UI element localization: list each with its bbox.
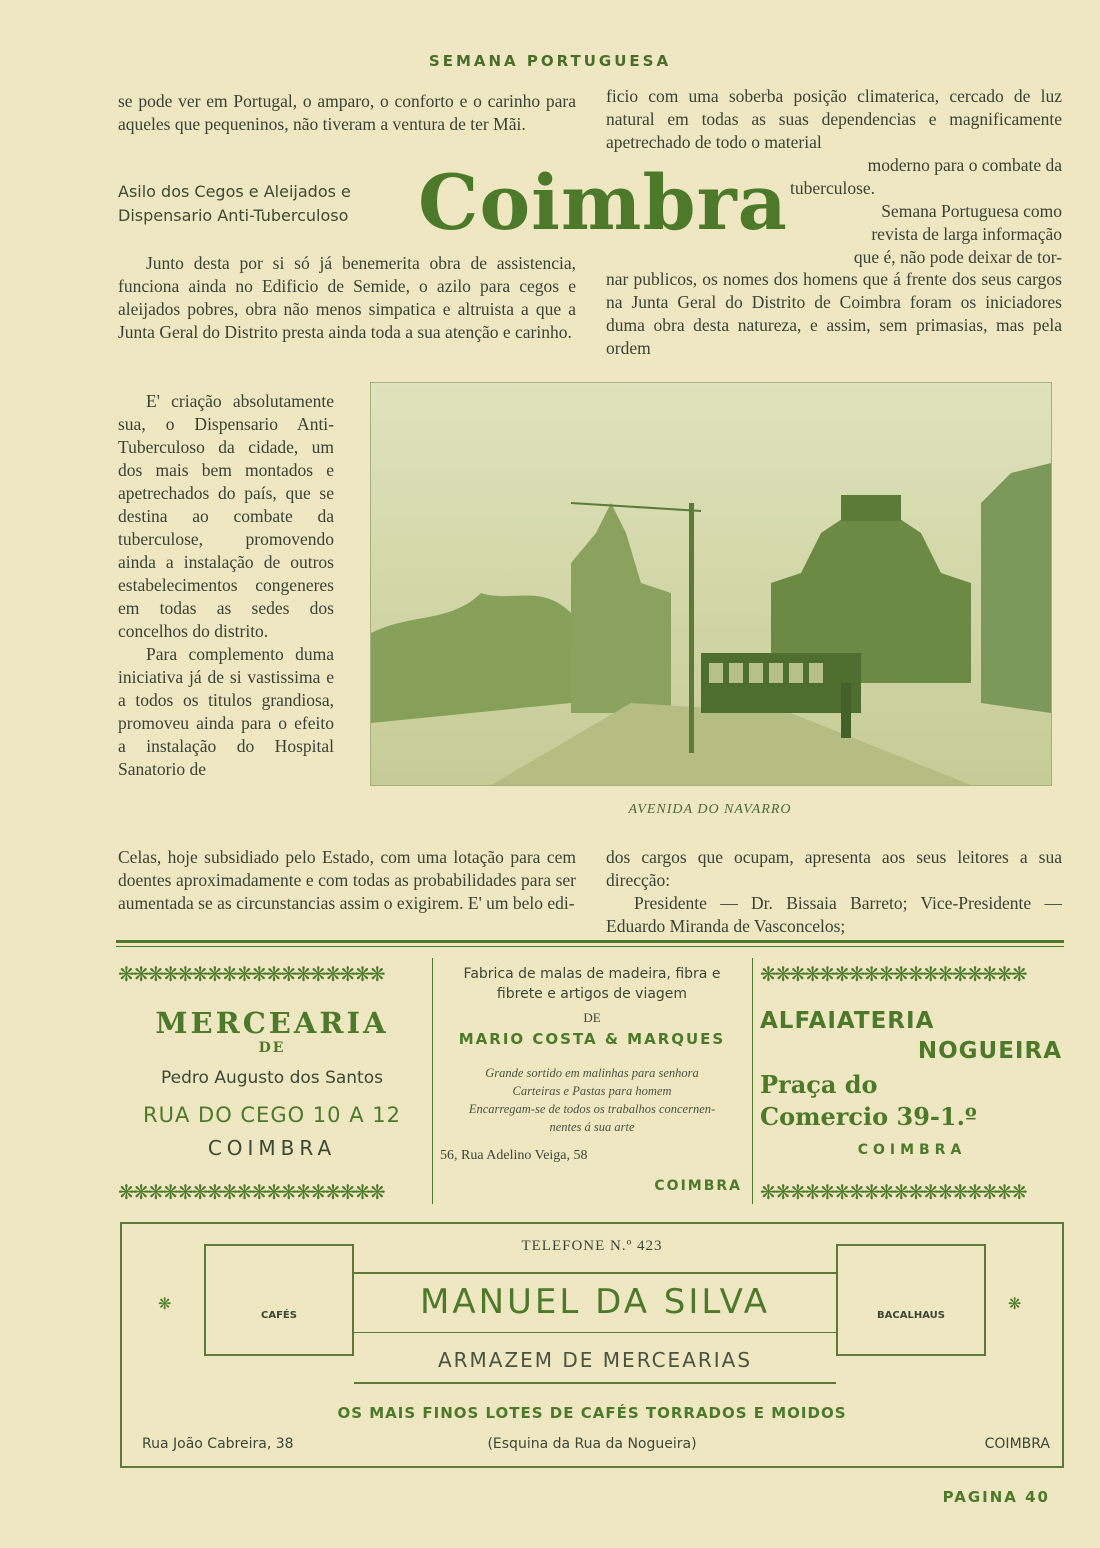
ornament-icon: ❋ xyxy=(1008,1294,1022,1313)
ornament-border: ❋❋❋❋❋❋❋❋❋❋❋❋❋❋❋❋❋❋ xyxy=(118,1180,384,1204)
ad-rule xyxy=(354,1382,836,1384)
photo-illustration xyxy=(371,383,1051,785)
ad-city: COIMBRA xyxy=(857,1142,967,1158)
ad-slogan: OS MAIS FINOS LOTES DE CAFÉS TORRADOS E MOIDOS xyxy=(337,1404,847,1422)
paragraph: ficio com uma soberba posição climaterica, cercado de luz natural em todas as suas dependencias e magnificamente apetrechado de todo o material xyxy=(606,86,1062,152)
ad-address: Rua João Cabreira, 38 xyxy=(142,1436,294,1452)
ad-divider xyxy=(752,958,753,1204)
paragraph: Celas, hoje subsidiado pelo Estado, com uma lotação para cem doentes aproximadamente e com todas as probabilidades para ser aumentada se as circunstancias assim o exigirem. E' um belo edi- xyxy=(118,847,576,913)
street-photo xyxy=(370,382,1052,786)
text-line: que é, não pode deixar de tor- xyxy=(853,247,1062,267)
ad-city: COIMBRA xyxy=(984,1436,1050,1452)
ad-phone: TELEFONE N.º 423 xyxy=(521,1238,663,1254)
ornament-border: ❋❋❋❋❋❋❋❋❋❋❋❋❋❋❋❋❋❋ xyxy=(760,962,1026,986)
ad-subtitle: ARMAZEM DE MERCEARIAS xyxy=(437,1348,753,1372)
ad-de: DE xyxy=(258,1040,286,1056)
ad-line: fibrete e artigos de viagem xyxy=(496,986,688,1002)
paragraph: Para complemento duma iniciativa já de si vastissima e a todos os titulos grandiosa, promoveu ainda para o efeito a instalação do Hospital Sanatorio de xyxy=(118,644,334,779)
ad-title: MERCEARIA xyxy=(155,1006,389,1040)
ad-alfaiateria xyxy=(760,958,1064,1208)
ad-address: 56, Rua Adelino Veiga, 58 xyxy=(440,1148,588,1163)
ad-manuel-da-silva xyxy=(120,1222,1064,1468)
section-divider xyxy=(116,940,1064,943)
ad-desc: Grande sortido em malinhas para senhora xyxy=(485,1066,699,1080)
text-line: Semana Portuguesa como xyxy=(881,201,1062,221)
text-line: tuberculose. xyxy=(790,178,876,198)
ad-rule xyxy=(354,1332,836,1333)
ad-title: NOGUEIRA xyxy=(917,1038,1062,1064)
section-divider xyxy=(116,946,1064,947)
ad-corner: (Esquina da Rua da Nogueira) xyxy=(487,1436,697,1452)
paragraph: Presidente — Dr. Bissaia Barreto; Vice-Presidente — Eduardo Miranda de Vasconcelos; xyxy=(606,893,1062,936)
ad-owner: MARIO COSTA & MARQUES xyxy=(458,1030,726,1048)
ad-box-label: BACALHAUS xyxy=(877,1310,945,1321)
ad-mercearia xyxy=(118,958,426,1208)
section-heading-line: Dispensario Anti-Tuberculoso xyxy=(118,206,349,225)
article-title: Coimbra xyxy=(418,158,788,247)
ad-fabrica xyxy=(438,962,746,1202)
ad-rule xyxy=(354,1272,836,1274)
ad-line: Fabrica de malas de madeira, fibra e xyxy=(463,966,721,982)
paragraph: E' criação absolutamente sua, o Dispensario Anti-Tuberculoso da cidade, um dos mais bem montados e apetrechados do país, que se destina ao combate da tuberculose, promovendo ainda a instalação de outros estabelecimentos congeneres em todas as sedes dos concelhos do distrito. xyxy=(118,391,334,641)
paragraph: Junto desta por si só já benemerita obra de assistencia, funciona ainda no Edificio de Semide, o azilo para cegos e aleijados pobres, obra não menos simpatica e altruista a que a Junta Geral do Distrito presta ainda toda a sua atenção e carinho. xyxy=(118,253,576,342)
ornament-border: ❋❋❋❋❋❋❋❋❋❋❋❋❋❋❋❋❋❋ xyxy=(118,962,384,986)
ad-divider xyxy=(432,958,433,1204)
column-1-narrow-text xyxy=(118,390,334,781)
ad-desc: Encarregam-se de todos os trabalhos concernen- xyxy=(468,1102,716,1116)
ad-address: Comercio 39-1.º xyxy=(760,1102,977,1131)
ad-desc: nentes á sua arte xyxy=(549,1120,635,1134)
paragraph: nar publicos, os nomes dos homens que á frente dos seus cargos na Junta Geral do Distrito de Coimbra foram os iniciadores duma obra desta natureza, e assim, sem primasias, mas pela ordem xyxy=(606,269,1062,358)
ad-desc: Carteiras e Pastas para homem xyxy=(512,1084,672,1098)
ornament-border: ❋❋❋❋❋❋❋❋❋❋❋❋❋❋❋❋❋❋ xyxy=(760,1180,1026,1204)
column-1-paragraph-1 xyxy=(118,252,576,344)
running-head: SEMANA PORTUGUESA xyxy=(428,52,672,70)
section-heading xyxy=(118,180,408,228)
paragraph: dos cargos que ocupam, apresenta aos seus leitores a sua direcção: xyxy=(606,847,1062,890)
column-2-paragraph xyxy=(606,268,1062,360)
paragraph: se pode ver em Portugal, o amparo, o conforto e o carinho para aqueles que pequeninos, não tiveram a ventura de ter Mãi. xyxy=(118,91,576,134)
ad-title: MANUEL DA SILVA xyxy=(420,1282,770,1322)
ornament-icon: ❋ xyxy=(158,1294,172,1313)
ad-owner: Pedro Augusto dos Santos xyxy=(161,1068,383,1088)
column-2-bottom xyxy=(606,846,1062,938)
ad-address: RUA DO CEGO 10 A 12 xyxy=(143,1103,401,1127)
text-line: moderno para o combate da xyxy=(867,155,1062,175)
text-line: revista de larga informação xyxy=(871,224,1062,244)
photo-caption: AVENIDA DO NAVARRO xyxy=(628,802,792,817)
column-1-bottom xyxy=(118,846,576,915)
page-number: PAGINA 40 xyxy=(942,1488,1050,1506)
ad-side-box-left xyxy=(204,1244,354,1356)
ad-side-box-right xyxy=(836,1244,986,1356)
ad-city: COIMBRA xyxy=(654,1178,742,1194)
column-1-top-text xyxy=(118,90,576,136)
ad-de: DE xyxy=(583,1010,601,1025)
column-2-short-lines xyxy=(790,154,1062,269)
ad-city: COIMBRA xyxy=(207,1136,337,1160)
column-2-top-text xyxy=(606,85,1062,154)
section-heading-line: Asilo dos Cegos e Aleijados e xyxy=(118,182,351,201)
ad-box-label: CAFÉS xyxy=(261,1310,297,1321)
ad-address: Praça do xyxy=(760,1070,878,1099)
ad-title: ALFAIATERIA xyxy=(760,1008,935,1034)
